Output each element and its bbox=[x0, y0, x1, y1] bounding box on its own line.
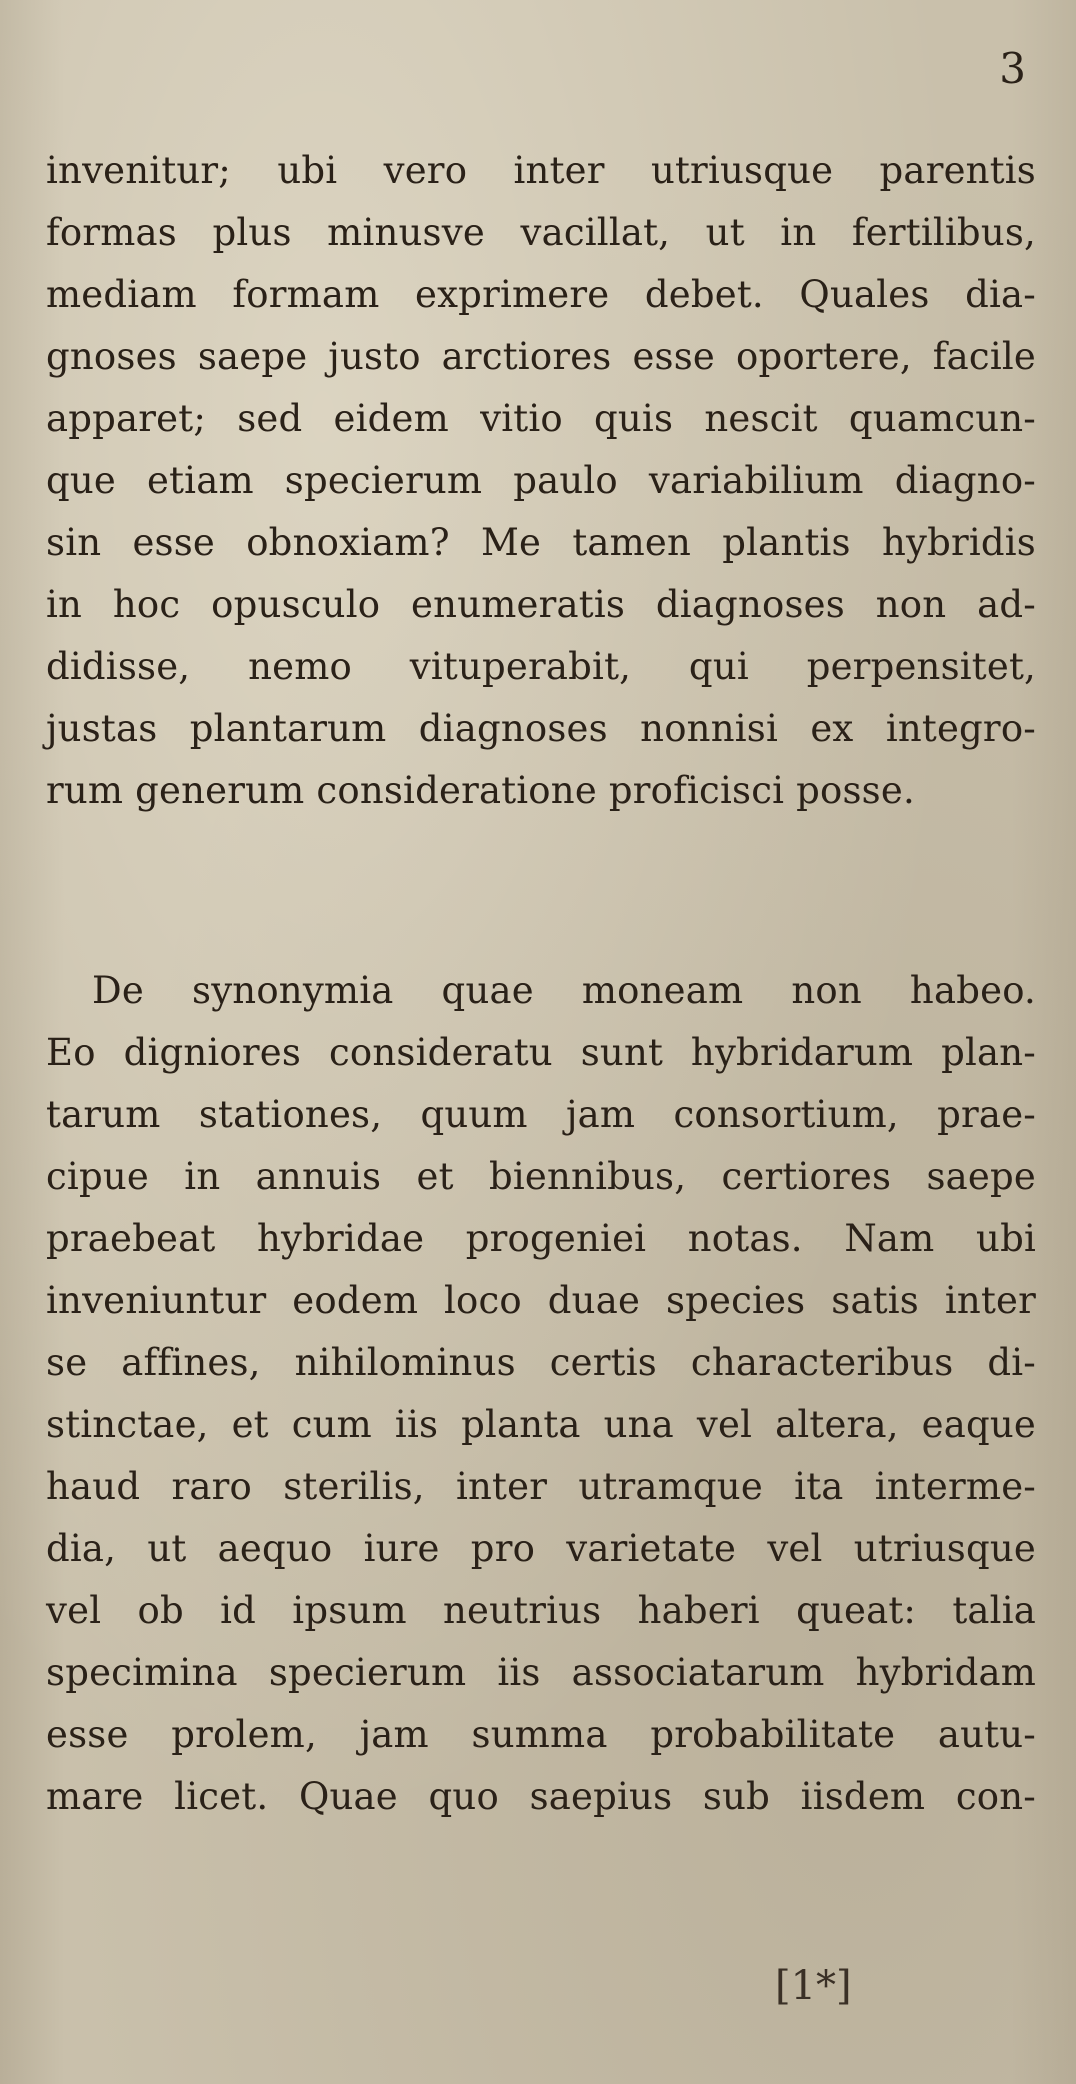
text-line: sin esse obnoxiam? Me tamen plantis hybridis bbox=[46, 521, 1036, 564]
text-line: in hoc opusculo enumeratis diagnoses non ad- bbox=[46, 583, 1036, 626]
text-line: haud raro sterilis, inter utramque ita interme- bbox=[46, 1465, 1036, 1508]
text-line: didisse, nemo vituperabit, qui perpensitet, bbox=[46, 645, 1036, 688]
text-line: esse prolem, jam summa probabilitate autu- bbox=[46, 1713, 1036, 1756]
text-line: que etiam specierum paulo variabilium diagno- bbox=[46, 459, 1036, 502]
paragraph-1 bbox=[46, 140, 1036, 822]
text-line: formas plus minusve vacillat, ut in fertilibus, bbox=[46, 211, 1036, 254]
text-line: specimina specierum iis associatarum hybridam bbox=[46, 1651, 1036, 1694]
text-line: apparet; sed eidem vitio quis nescit quamcun- bbox=[46, 397, 1036, 440]
text-line: justas plantarum diagnoses nonnisi ex integro- bbox=[46, 707, 1036, 750]
text-line: inveniuntur eodem loco duae species satis inter bbox=[46, 1279, 1036, 1322]
text-line: cipue in annuis et biennibus, certiores saepe bbox=[46, 1155, 1036, 1198]
text-line: gnoses saepe justo arctiores esse oportere, facile bbox=[46, 335, 1036, 378]
text-line: Eo digniores consideratu sunt hybridarum plan- bbox=[46, 1031, 1036, 1074]
text-line: stinctae, et cum iis planta una vel altera, eaque bbox=[46, 1403, 1036, 1446]
text-line: se affines, nihilominus certis characteribus di- bbox=[46, 1341, 1036, 1384]
text-line: dia, ut aequo iure pro varietate vel utriusque bbox=[46, 1527, 1036, 1570]
page-number: 3 bbox=[999, 44, 1026, 93]
text-line: rum generum consideratione proficisci posse. bbox=[46, 769, 915, 812]
paragraph-2 bbox=[46, 960, 1036, 1828]
text-line: tarum stationes, quum jam consortium, prae- bbox=[46, 1093, 1036, 1136]
text-line: invenitur; ubi vero inter utriusque parentis bbox=[46, 149, 1036, 192]
text-line: mediam formam exprimere debet. Quales dia- bbox=[46, 273, 1036, 316]
text-line: vel ob id ipsum neutrius haberi queat: talia bbox=[46, 1589, 1036, 1632]
text-line: De synonymia quae moneam non habeo. bbox=[92, 969, 1036, 1012]
text-line: praebeat hybridae progeniei notas. Nam ubi bbox=[46, 1217, 1036, 1260]
text-line: mare licet. Quae quo saepius sub iisdem con- bbox=[46, 1775, 1036, 1818]
signature-mark: [1*] bbox=[775, 1963, 852, 2009]
